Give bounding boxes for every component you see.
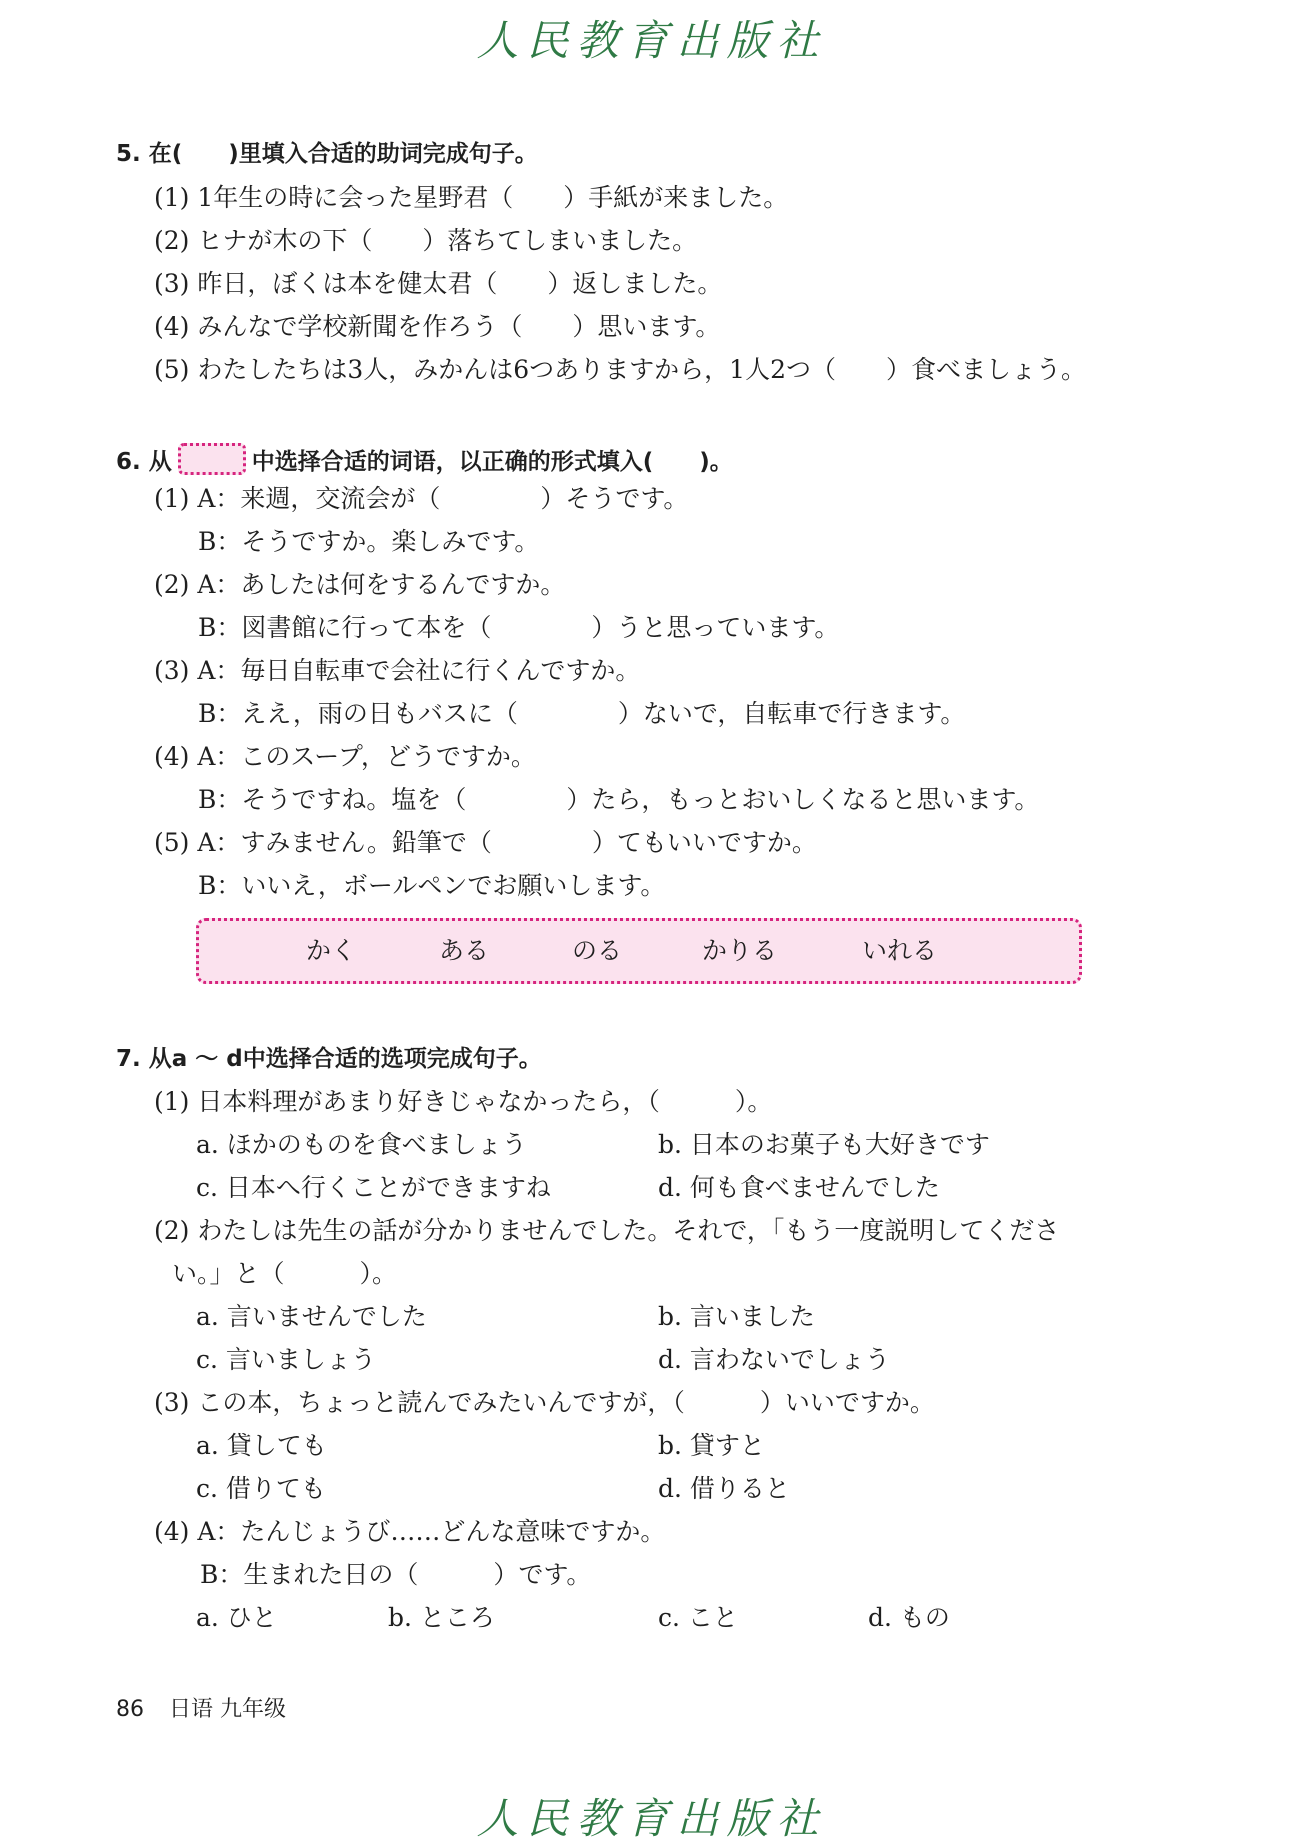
q7-p3-option-c: c. 借りても: [196, 1474, 326, 1503]
word-choice: かりる: [702, 936, 778, 965]
q7-p2-stem-2: い。」と（ ）。: [172, 1259, 398, 1288]
q7-p2-stem-1: (2) わたしは先生の話が分かりませんでした。それで，「もう一度説明してくださ: [154, 1216, 1060, 1245]
q7-p4-option-b: b. ところ: [388, 1603, 495, 1632]
q7-p4-option-d: d. もの: [868, 1603, 950, 1632]
q7-p4-option-a: a. ひと: [196, 1603, 277, 1632]
word-choice: のる: [572, 936, 623, 965]
q6-heading-post: 中选择合适的词语，以正确的形式填入( )。: [251, 449, 733, 475]
q7-p2-option-d: d. 言わないでしょう: [658, 1345, 890, 1374]
publisher-logo-bottom: 人民教育出版社: [476, 1794, 827, 1843]
q7-p4-stem-1: (4) A：たんじょうび……どんな意味ですか。: [154, 1517, 666, 1546]
q6-line-10: B：いいえ，ボールペンでお願いします。: [198, 871, 666, 900]
q6-line-4: B：図書館に行って本を（ ）うと思っています。: [198, 613, 840, 642]
word-choice: いれる: [862, 936, 938, 965]
q7-p3-option-a: a. 貸しても: [196, 1431, 327, 1460]
q6-line-2: B：そうですか。楽しみです。: [198, 527, 540, 556]
publisher-logo-top: 人民教育出版社: [476, 16, 827, 65]
q7-p1-option-d: d. 何も食べませんでした: [658, 1173, 940, 1202]
q5-item-4: (4) みんなで学校新聞を作ろう（ ）思います。: [154, 312, 721, 341]
q6-line-5: (3) A：毎日自転車で会社に行くんですか。: [154, 656, 641, 685]
q7-p3-stem: (3) この本，ちょっと読んでみたいんですが，（ ）いいですか。: [154, 1388, 935, 1417]
q6-heading-pre: 6. 从: [116, 449, 172, 475]
q7-p4-stem-2: B：生まれた日の（ ）です。: [200, 1560, 592, 1589]
q7-heading: 7. 从a ～ d中选择合适的选项完成句子。: [116, 1046, 542, 1072]
q6-line-8: B：そうですね。塩を（ ）たら，もっとおいしくなると思います。: [198, 785, 1040, 814]
q6-line-3: (2) A：あしたは何をするんですか。: [154, 570, 566, 599]
page-footer: [116, 1692, 286, 1723]
book-title: 日语 九年级: [169, 1697, 286, 1722]
word-choice: ある: [439, 936, 490, 965]
q5-item-3: (3) 昨日，ぼくは本を健太君（ ）返しました。: [154, 269, 723, 298]
q7-p3-option-d: d. 借りると: [658, 1474, 790, 1503]
q7-p1-option-a: a. ほかのものを食べましょう: [196, 1130, 527, 1159]
q5-item-1: (1) 1年生の時に会った星野君（ ）手紙が来ました。: [154, 183, 789, 212]
q7-p1-option-c: c. 日本へ行くことができますね: [196, 1173, 551, 1202]
q7-p2-option-c: c. 言いましょう: [196, 1345, 376, 1374]
q7-p2-option-a: a. 言いませんでした: [196, 1302, 427, 1331]
q7-p1-option-b: b. 日本のお菓子も大好きです: [658, 1130, 990, 1159]
q5-item-5: (5) わたしたちは3人，みかんは6つありますから，1人2つ（ ）食べましょう。: [154, 355, 1086, 384]
q5-heading: 5. 在( )里填入合适的助词完成句子。: [116, 141, 538, 167]
word-choice-box: [196, 918, 1082, 984]
q6-line-9: (5) A：すみません。鉛筆で（ ）てもいいですか。: [154, 828, 817, 857]
q6-line-6: B：ええ，雨の日もバスに（ ）ないで，自転車で行きます。: [198, 699, 966, 728]
q7-p2-option-b: b. 言いました: [658, 1302, 815, 1331]
q6-line-7: (4) A：このスープ，どうですか。: [154, 742, 536, 771]
q7-p4-option-c: c. こと: [658, 1603, 738, 1632]
page-number: 86: [116, 1697, 144, 1722]
word-choice: かく: [306, 936, 357, 965]
q6-line-1: (1) A：来週，交流会が（ ）そうです。: [154, 484, 689, 513]
q7-p1-stem: (1) 日本料理があまり好きじゃなかったら，（ ）。: [154, 1087, 773, 1116]
q7-p3-option-b: b. 貸すと: [658, 1431, 765, 1460]
q6-heading: [116, 443, 733, 477]
q5-item-2: (2) ヒナが木の下（ ）落ちてしまいました。: [154, 226, 698, 255]
word-box-marker: [178, 443, 246, 475]
